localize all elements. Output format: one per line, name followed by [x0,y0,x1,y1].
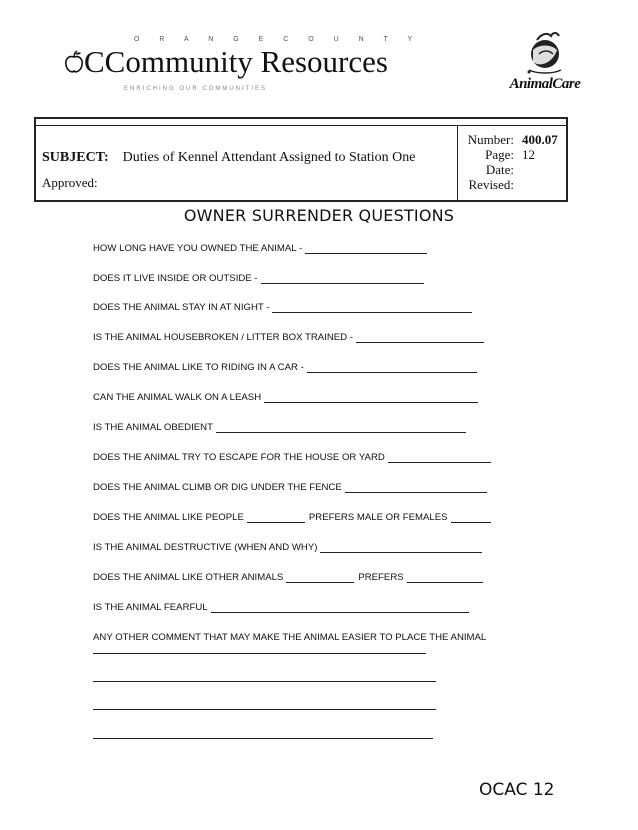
question-text: IS THE ANIMAL HOUSEBROKEN / LITTER BOX TRAINED - [93,332,353,343]
footer-form-code: OCAC 12 [479,780,555,800]
animal-care-label: AnimalCare [509,76,581,92]
date-label: Date: [485,162,514,177]
date-row [460,162,568,177]
answer-line[interactable] [216,431,466,433]
oc-community-resources-logo [64,36,484,98]
page-value: 12 [522,147,535,162]
comment-line-4[interactable] [93,738,433,739]
page-label: Page: [485,147,514,162]
question-text: DOES THE ANIMAL LIKE OTHER ANIMALS [93,572,284,583]
comment-line-1[interactable] [93,653,426,654]
question-inside-outside [93,273,424,284]
question-text: DOES THE ANIMAL LIKE PEOPLE [93,512,244,523]
question-text: IS THE ANIMAL OBEDIENT [93,422,213,433]
answer-line[interactable] [272,311,472,313]
question-destructive [93,542,482,553]
question-text: DOES THE ANIMAL TRY TO ESCAPE FOR THE HOUSE OR YARD [93,452,385,463]
number-row [460,132,568,147]
question-text: ANY OTHER COMMENT THAT MAY MAKE THE ANIMAL EASIER TO PLACE THE ANIMAL [93,632,487,643]
answer-line[interactable] [261,282,424,284]
answer-line[interactable] [305,252,427,254]
number-label: Number: [467,132,514,147]
question-text: IS THE ANIMAL DESTRUCTIVE (WHEN AND WHY) [93,542,318,553]
apple-icon [64,50,84,74]
subject-value: Duties of Kennel Attendant Assigned to Station One [122,150,416,165]
document-meta [460,132,568,192]
subject-box [34,117,568,202]
question-fearful [93,602,469,613]
approved-label: Approved: [42,175,98,190]
answer-line[interactable] [407,581,483,583]
brand-name: CCommunity Resources [84,44,388,79]
question-obedient [93,422,466,433]
comment-line-2[interactable] [93,681,436,682]
subject-box-top-rule [36,119,566,126]
answer-line[interactable] [211,611,469,613]
subject-box-divider [457,125,458,200]
animal-care-emblem-icon [523,28,567,78]
question-escape [93,452,491,463]
answer-line[interactable] [320,551,482,553]
county-small-text: O R A N G E C O U N T Y [134,36,422,43]
question-owned-duration [93,243,427,254]
question-other-comment [93,632,486,643]
answer-line[interactable] [307,371,477,373]
tagline-text: ENRICHING OUR COMMUNITIES [124,86,267,92]
answer-line[interactable] [356,341,484,343]
answer-line[interactable] [247,521,305,523]
comment-line-3[interactable] [93,709,436,710]
question-riding-car [93,362,477,373]
answer-line[interactable] [345,491,487,493]
form-title: OWNER SURRENDER QUESTIONS [183,206,455,225]
question-housebroken [93,332,484,343]
question-text-secondary: PREFERS [358,572,404,583]
revised-row [460,177,568,192]
answer-line[interactable] [286,581,354,583]
question-text: CAN THE ANIMAL WALK ON A LEASH [93,392,262,403]
question-walk-leash [93,392,478,403]
question-stay-in-night [93,302,472,313]
question-climb-dig [93,482,487,493]
question-text: IS THE ANIMAL FEARFUL [93,602,208,613]
question-text: DOES THE ANIMAL LIKE TO RIDING IN A CAR - [93,362,304,373]
number-value: 400.07 [522,132,558,147]
subject-label: SUBJECT: [42,150,109,165]
question-text: DOES THE ANIMAL STAY IN AT NIGHT - [93,302,270,313]
animal-care-logo [490,28,600,98]
revised-label: Revised: [468,177,514,192]
answer-line[interactable] [388,461,491,463]
answer-line[interactable] [264,401,478,403]
question-other-animals [93,572,483,583]
question-text: DOES IT LIVE INSIDE OR OUTSIDE - [93,273,258,284]
subject-line [42,150,415,166]
page-row [460,147,568,162]
question-text-secondary: PREFERS MALE OR FEMALES [308,512,448,523]
question-text: DOES THE ANIMAL CLIMB OR DIG UNDER THE FENCE [93,482,342,493]
answer-line[interactable] [451,521,491,523]
question-like-people [93,512,491,523]
brand-title [64,44,388,80]
question-text: HOW LONG HAVE YOU OWNED THE ANIMAL - [93,243,303,254]
